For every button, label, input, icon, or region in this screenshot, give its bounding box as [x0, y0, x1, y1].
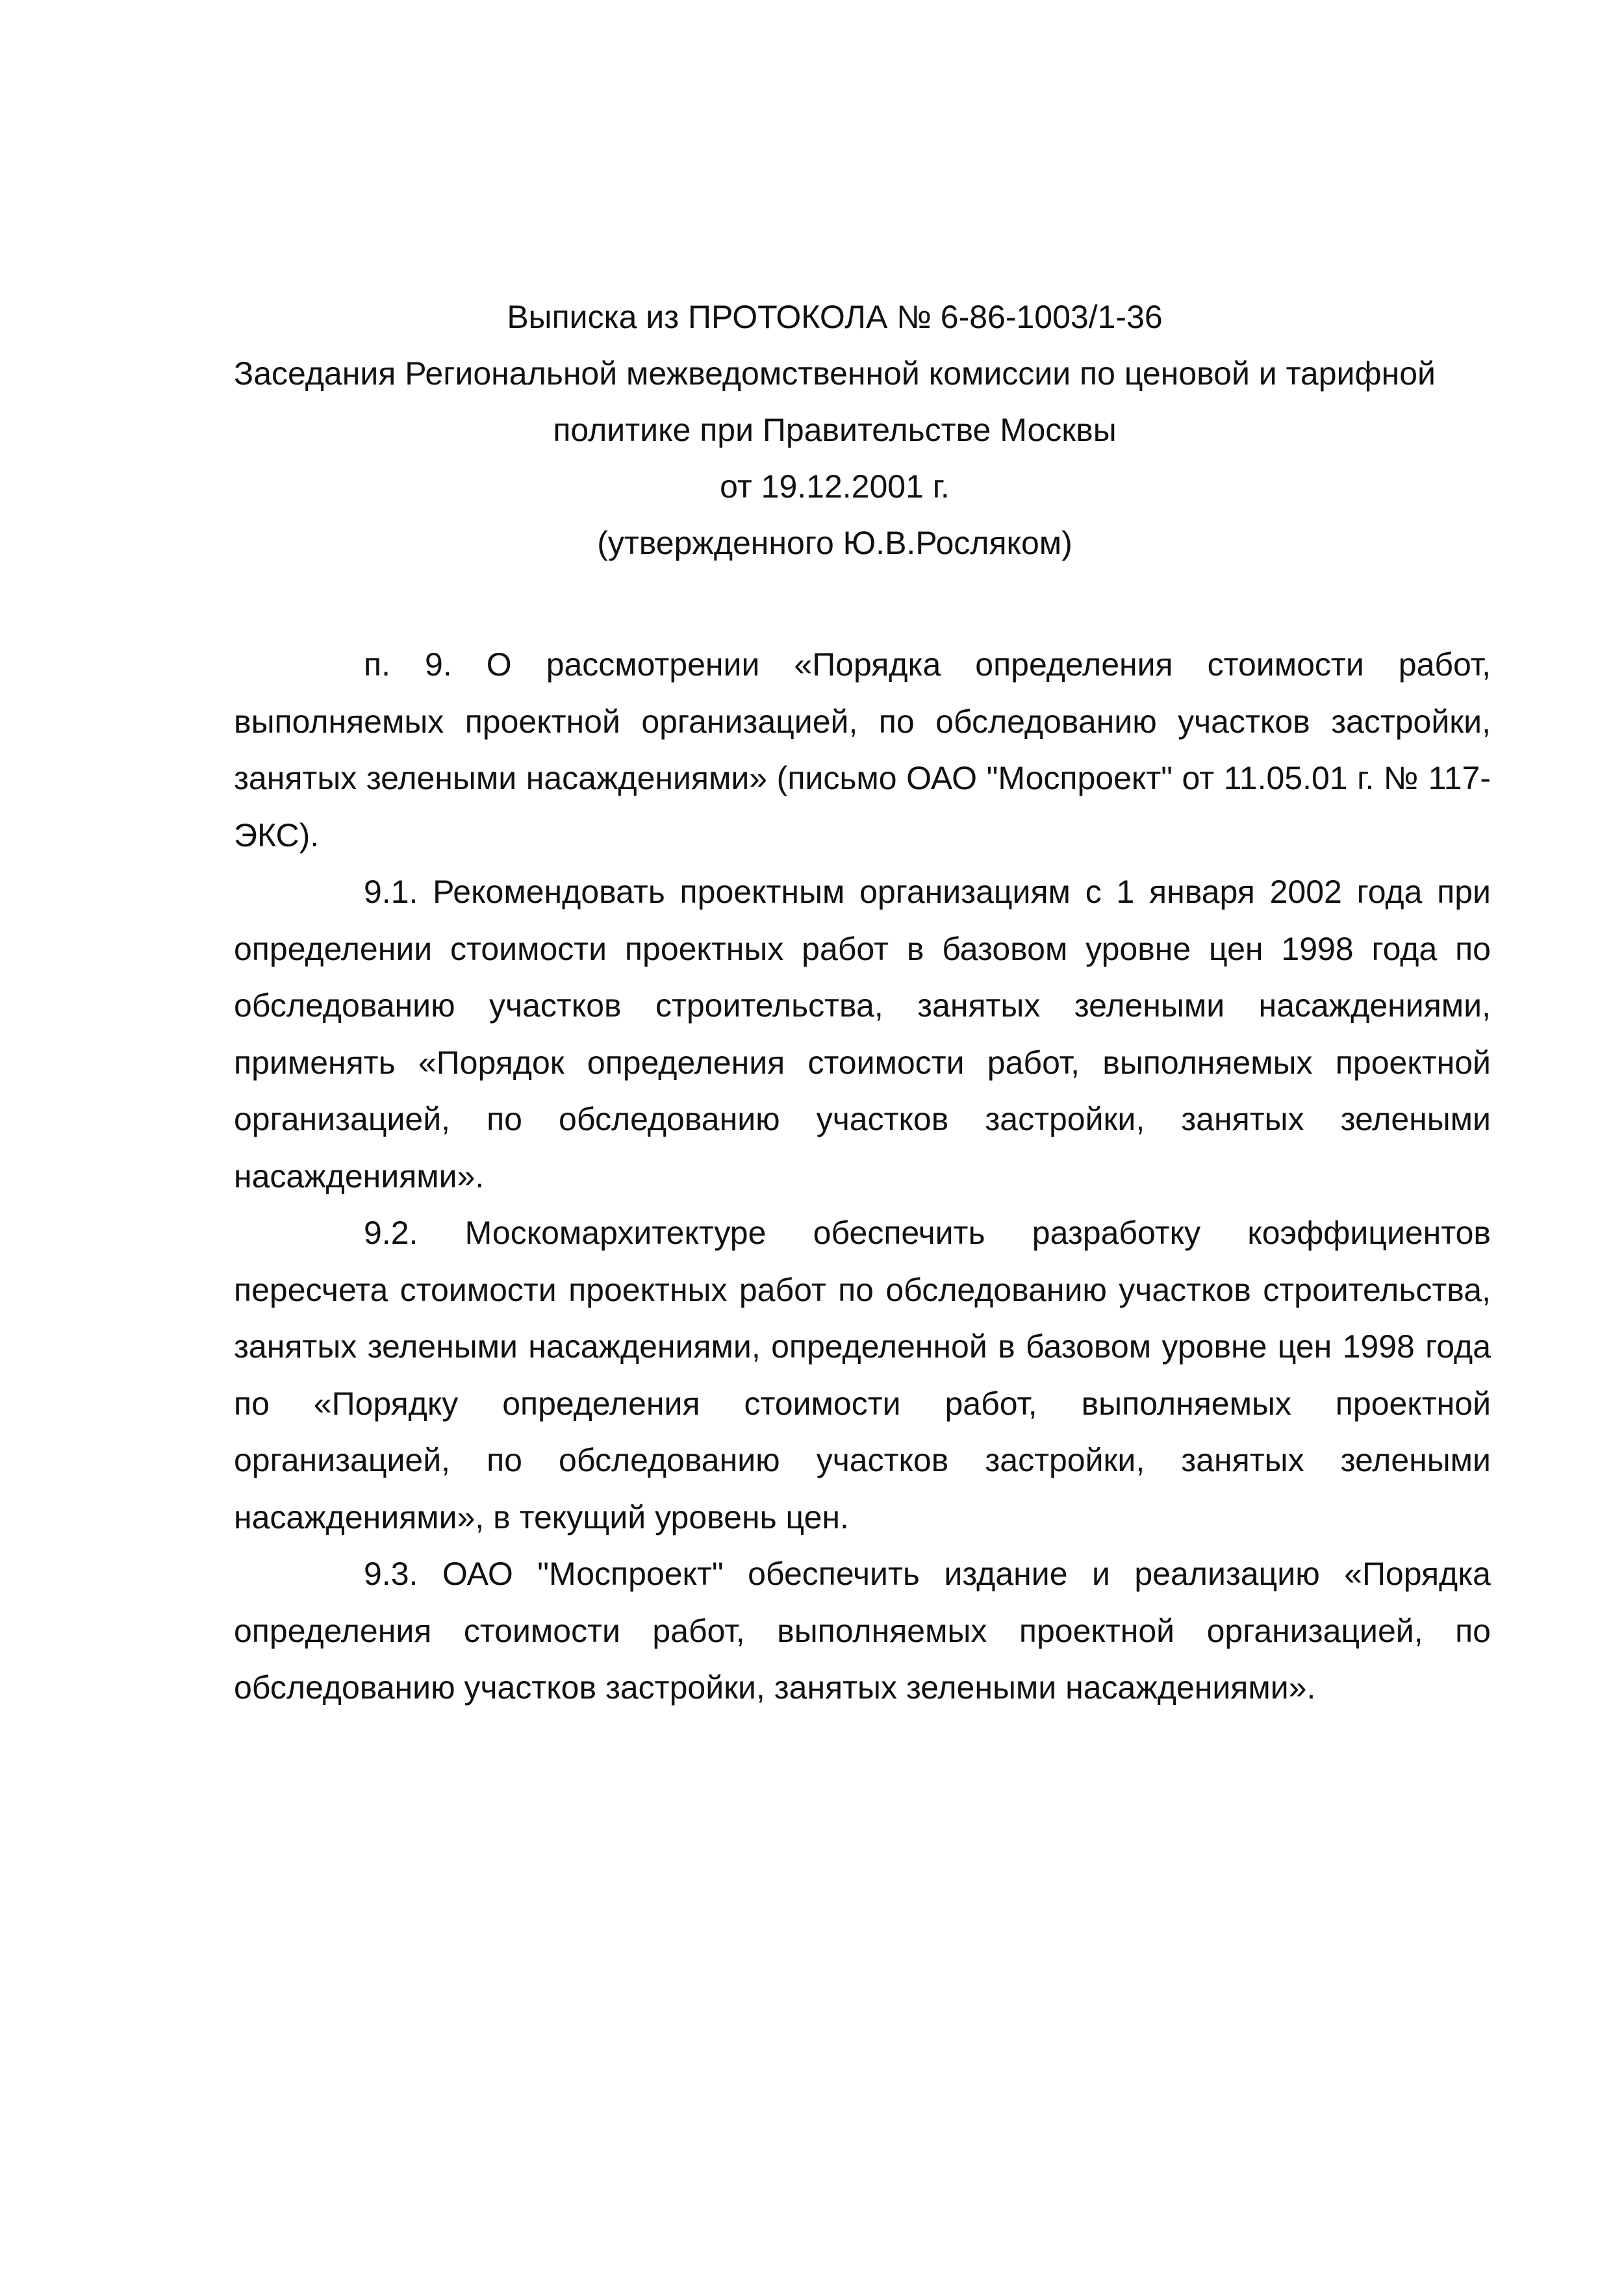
meeting-title: Заседания Региональной межведомственной комиссии по ценовой и тарифной: [234, 355, 1436, 392]
document-header: [195, 289, 1475, 572]
protocol-title: Выписка из ПРОТОКОЛА № 6-86-1003/1-36: [507, 299, 1163, 335]
protocol-date: от 19.12.2001 г.: [720, 468, 950, 505]
approval-note: (утвержденного Ю.В.Росляком): [597, 525, 1072, 561]
meeting-title-continued: политике при Правительстве Москвы: [553, 412, 1117, 448]
document-body: [234, 637, 1491, 1717]
paragraph-item-9: п. 9. О рассмотрении «Порядка определения стоимости работ, выполняемых проектной организацией, по обследованию участков застройки, занятых зелеными насаждениями» (письмо ОАО "Моспроект" от 11.05.01 г. № 117-ЭКС).: [234, 646, 1491, 853]
paragraph-item-9-2: 9.2. Москомархитектуре обеспечить разработку коэффициентов пересчета стоимости проектных работ по обследованию участков строительства, занятых зелеными насаждениями, определенной в базовом уровне цен 1998 года по «Порядку определения стоимости работ, выполняемых проектной организацией, по обследованию участков застройки, занятых зелеными насаждениями», в текущий уровень цен.: [234, 1215, 1491, 1535]
paragraph-item-9-1: 9.1. Рекомендовать проектным организациям с 1 января 2002 года при определении стоимости проектных работ в базовом уровне цен 1998 года по обследованию участков строительства, занятых зелеными насаждениями, применять «Порядок определения стоимости работ, выполняемых проектной организацией, по обследованию участков застройки, занятых зелеными насаждениями».: [234, 874, 1491, 1194]
paragraph-item-9-3: 9.3. ОАО "Моспроект" обеспечить издание и реализацию «Порядка определения стоимости работ, выполняемых проектной организацией, по обследованию участков застройки, занятых зелеными насаждениями».: [234, 1556, 1491, 1706]
